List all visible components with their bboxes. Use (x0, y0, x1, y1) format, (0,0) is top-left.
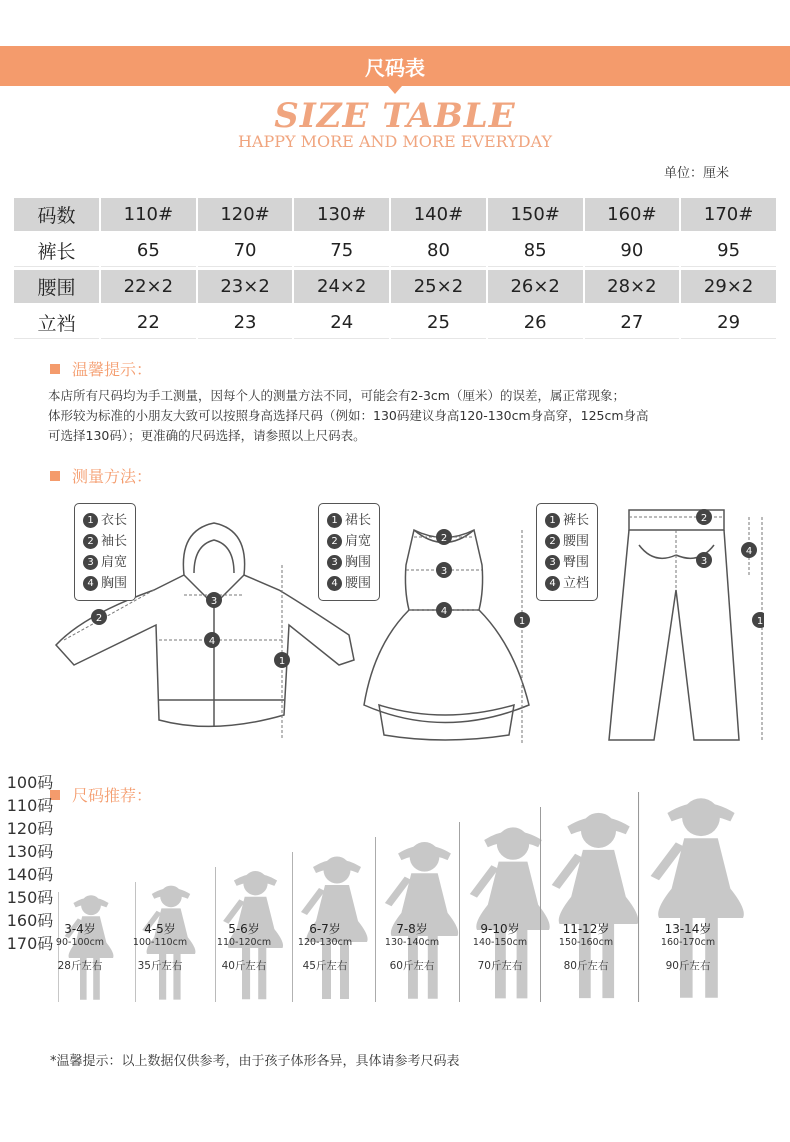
svg-text:1: 1 (756, 616, 764, 627)
legend-item (83, 552, 127, 573)
height-range: 150-160cm (558, 937, 614, 948)
size-code: 120码 (6, 819, 54, 838)
svg-text:2: 2 (95, 613, 103, 624)
size-recommend-item (546, 920, 626, 973)
age-range: 3-4岁 (64, 922, 96, 936)
unit-label: 单位：厘米 (664, 166, 730, 181)
size-recommend-item (204, 920, 284, 973)
section-title: 测量方法： (72, 467, 153, 486)
legend-item (327, 573, 371, 594)
age-range: 9-10岁 (480, 922, 520, 936)
table-cell: 25×2 (391, 270, 486, 303)
height-range: 140-150cm (472, 937, 528, 948)
size-code: 170码 (6, 934, 54, 953)
table-cell: 130# (294, 198, 389, 231)
legend-label: 袖长 (101, 534, 128, 549)
svg-text:2: 2 (440, 533, 448, 544)
table-cell: 90 (585, 234, 680, 267)
legend-label: 裤长 (563, 513, 590, 528)
table-cell: 26 (488, 306, 583, 339)
legend-label: 肩宽 (101, 555, 128, 570)
table-cell: 85 (488, 234, 583, 267)
svg-text:3: 3 (210, 596, 218, 607)
legend-label: 肩宽 (345, 534, 372, 549)
size-code: 100码 (6, 773, 54, 792)
legend-label: 腰围 (345, 576, 372, 591)
size-table (12, 195, 778, 342)
number-4-icon: 4 (327, 576, 342, 591)
age-range: 7-8岁 (396, 922, 428, 936)
table-row (14, 198, 776, 231)
legend-label: 腰围 (563, 534, 590, 549)
page-title: SIZE TABLE (274, 96, 516, 136)
page-subtitle: HAPPY MORE AND MORE EVERYDAY (237, 132, 553, 151)
weight-value: 35斤左右 (137, 960, 183, 972)
number-1-icon: 1 (83, 513, 98, 528)
height-range: 90-100cm (55, 937, 105, 948)
table-row (14, 270, 776, 303)
legend-label: 衣长 (101, 513, 128, 528)
svg-text:1: 1 (518, 616, 526, 627)
table-row (14, 234, 776, 267)
pants-legend (536, 503, 598, 601)
legend-item (83, 573, 127, 594)
size-code: 130码 (6, 842, 54, 861)
table-cell: 23 (198, 306, 293, 339)
table-cell: 28×2 (585, 270, 680, 303)
pants-illustration-icon (584, 495, 764, 755)
tips-line: 可选择130码）；更准确的尺码选择，请参照以上尺码表。 (48, 428, 366, 443)
legend-item (545, 510, 589, 531)
table-cell: 80 (391, 234, 486, 267)
legend-item (327, 510, 371, 531)
svg-text:2: 2 (700, 513, 708, 524)
size-recommend-item (648, 920, 728, 973)
table-cell: 23×2 (198, 270, 293, 303)
table-cell: 140# (391, 198, 486, 231)
legend-item (83, 510, 127, 531)
table-cell: 170# (681, 198, 776, 231)
legend-item (327, 552, 371, 573)
size-code: 150码 (6, 888, 54, 907)
tips-line: 体形较为标准的小朋友大致可以按照身高选择尺码（例如：130码建议身高120-130cm身高穿，125cm身高 (48, 408, 649, 423)
section-title: 尺码推荐： (72, 786, 153, 805)
dress-legend (318, 503, 380, 601)
number-3-icon: 3 (83, 555, 98, 570)
section-marker-icon (50, 364, 60, 374)
number-4-icon: 4 (83, 576, 98, 591)
table-cell: 29×2 (681, 270, 776, 303)
row-label: 立裆 (14, 306, 99, 339)
legend-item (545, 573, 589, 594)
number-4-icon: 4 (545, 576, 560, 591)
row-label: 腰围 (14, 270, 99, 303)
table-cell: 25 (391, 306, 486, 339)
svg-text:4: 4 (208, 636, 216, 647)
table-cell: 29 (681, 306, 776, 339)
size-code: 110码 (6, 796, 54, 815)
table-cell: 22×2 (101, 270, 196, 303)
number-2-icon: 2 (83, 534, 98, 549)
legend-label: 立档 (563, 576, 590, 591)
weight-value: 60斤左右 (389, 960, 435, 972)
svg-text:3: 3 (440, 566, 448, 577)
row-label: 码数 (14, 198, 99, 231)
jacket-legend (74, 503, 136, 601)
table-cell: 24 (294, 306, 389, 339)
number-3-icon: 3 (545, 555, 560, 570)
svg-text:4: 4 (745, 546, 753, 557)
table-cell: 65 (101, 234, 196, 267)
size-recommend-item (40, 920, 120, 973)
number-2-icon: 2 (545, 534, 560, 549)
table-cell: 160# (585, 198, 680, 231)
age-range: 6-7岁 (309, 922, 341, 936)
svg-text:4: 4 (440, 606, 448, 617)
age-range: 13-14岁 (664, 922, 712, 936)
table-cell: 95 (681, 234, 776, 267)
section-title: 温馨提示： (72, 360, 153, 379)
height-range: 160-170cm (660, 937, 716, 948)
height-range: 110-120cm (216, 937, 272, 948)
legend-label: 胸围 (345, 555, 372, 570)
table-cell: 27 (585, 306, 680, 339)
table-cell: 22 (101, 306, 196, 339)
legend-item (327, 531, 371, 552)
legend-label: 臀围 (563, 555, 590, 570)
footnote: *温馨提示：以上数据仅供参考，由于孩子体形各异，具体请参考尺码表 (50, 1054, 460, 1069)
number-2-icon: 2 (327, 534, 342, 549)
table-cell: 26×2 (488, 270, 583, 303)
table-cell: 150# (488, 198, 583, 231)
table-cell: 24×2 (294, 270, 389, 303)
tips-text (48, 386, 748, 446)
weight-value: 70斤左右 (477, 960, 523, 972)
size-code: 160码 (6, 911, 54, 930)
section-marker-icon (50, 471, 60, 481)
height-range: 120-130cm (297, 937, 353, 948)
legend-label: 裙长 (345, 513, 372, 528)
weight-value: 40斤左右 (221, 960, 267, 972)
banner-title: 尺码表 (365, 56, 425, 80)
legend-item (545, 552, 589, 573)
age-range: 11-12岁 (562, 922, 610, 936)
size-recommendation (0, 770, 790, 1060)
size-recommend-item (372, 920, 452, 973)
height-range: 100-110cm (132, 937, 188, 948)
section-tips-heading (50, 357, 152, 380)
row-label: 裤长 (14, 234, 99, 267)
weight-value: 80斤左右 (563, 960, 609, 972)
size-recommend-item (460, 920, 540, 973)
tips-line: 本店所有尺码均为手工测量，因每个人的测量方法不同，可能会有2-3cm（厘米）的误差，属正常现象； (48, 388, 625, 403)
table-cell: 110# (101, 198, 196, 231)
size-code: 140码 (6, 865, 54, 884)
legend-item (545, 531, 589, 552)
measurement-diagram (44, 495, 764, 755)
age-range: 4-5岁 (144, 922, 176, 936)
svg-text:3: 3 (700, 556, 708, 567)
weight-value: 90斤左右 (665, 960, 711, 972)
size-recommend-item (285, 920, 365, 973)
legend-label: 胸围 (101, 576, 128, 591)
svg-text:1: 1 (278, 656, 286, 667)
table-cell: 75 (294, 234, 389, 267)
number-1-icon: 1 (545, 513, 560, 528)
table-cell: 70 (198, 234, 293, 267)
number-3-icon: 3 (327, 555, 342, 570)
height-range: 130-140cm (384, 937, 440, 948)
legend-item (83, 531, 127, 552)
number-1-icon: 1 (327, 513, 342, 528)
size-recommend-item (120, 920, 200, 973)
table-cell: 120# (198, 198, 293, 231)
table-row (14, 306, 776, 339)
banner-notch (388, 86, 402, 94)
weight-value: 45斤左右 (302, 960, 348, 972)
section-measure-heading (50, 464, 152, 487)
age-range: 5-6岁 (228, 922, 260, 936)
weight-value: 28斤左右 (57, 960, 103, 972)
